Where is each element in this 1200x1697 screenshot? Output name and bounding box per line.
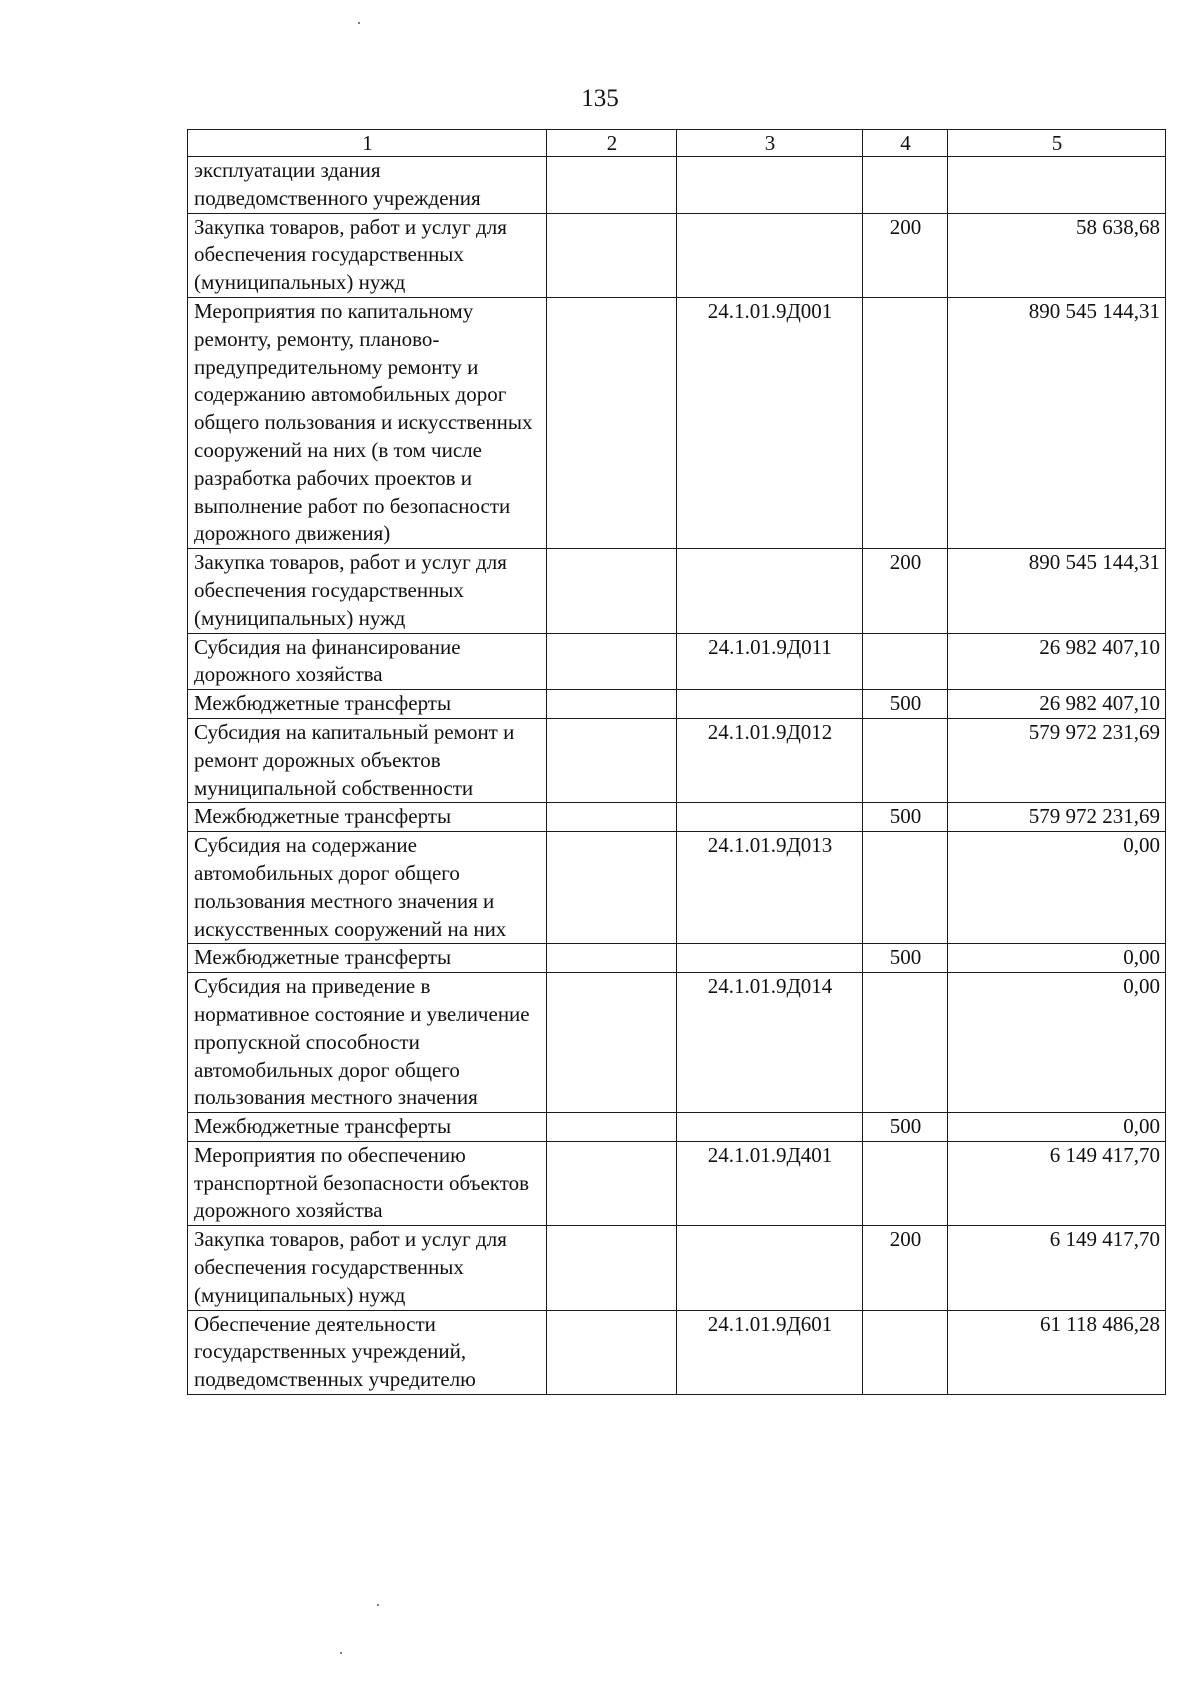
amount-cell: 26 982 407,10 xyxy=(948,633,1166,690)
column-2-cell xyxy=(547,944,677,973)
expense-type-cell: 500 xyxy=(863,1113,948,1142)
program-code-cell xyxy=(677,803,863,832)
table-row xyxy=(188,803,1166,832)
table-header-row xyxy=(188,130,1166,157)
table-row xyxy=(188,157,1166,214)
scan-speck xyxy=(358,22,360,24)
table-row xyxy=(188,973,1166,1113)
column-2-cell xyxy=(547,973,677,1113)
header-col-3: 3 xyxy=(677,130,863,157)
program-code-cell: 24.1.01.9Д011 xyxy=(677,633,863,690)
item-name-cell: Субсидия на приведение в нормативное состояние и увеличение пропускной способности автомобильных дорог общего пользования местного значения xyxy=(188,973,547,1113)
table-row xyxy=(188,1226,1166,1310)
program-code-cell xyxy=(677,549,863,633)
column-2-cell xyxy=(547,157,677,214)
table-body xyxy=(188,130,1166,1395)
column-2-cell xyxy=(547,803,677,832)
item-name-cell: Закупка товаров, работ и услуг для обеспечения государственных (муниципальных) нужд xyxy=(188,549,547,633)
expense-type-cell xyxy=(863,297,948,548)
table-row xyxy=(188,213,1166,297)
item-name-cell: Межбюджетные трансферты xyxy=(188,803,547,832)
header-col-1: 1 xyxy=(188,130,547,157)
column-2-cell xyxy=(547,633,677,690)
column-2-cell xyxy=(547,549,677,633)
expense-type-cell: 200 xyxy=(863,213,948,297)
amount-cell: 61 118 486,28 xyxy=(948,1310,1166,1394)
table-row xyxy=(188,297,1166,548)
program-code-cell: 24.1.01.9Д601 xyxy=(677,1310,863,1394)
amount-cell: 0,00 xyxy=(948,832,1166,944)
table-row xyxy=(188,1113,1166,1142)
program-code-cell xyxy=(677,213,863,297)
item-name-cell: Межбюджетные трансферты xyxy=(188,1113,547,1142)
item-name-cell: Межбюджетные трансферты xyxy=(188,690,547,719)
program-code-cell: 24.1.01.9Д013 xyxy=(677,832,863,944)
page-number: 135 xyxy=(581,85,619,112)
column-2-cell xyxy=(547,1141,677,1225)
table-row xyxy=(188,690,1166,719)
table-row xyxy=(188,718,1166,802)
amount-cell: 579 972 231,69 xyxy=(948,803,1166,832)
program-code-cell xyxy=(677,1226,863,1310)
program-code-cell: 24.1.01.9Д001 xyxy=(677,297,863,548)
item-name-cell: Межбюджетные трансферты xyxy=(188,944,547,973)
amount-cell: 0,00 xyxy=(948,944,1166,973)
program-code-cell xyxy=(677,1113,863,1142)
expense-type-cell: 500 xyxy=(863,803,948,832)
column-2-cell xyxy=(547,213,677,297)
column-2-cell xyxy=(547,297,677,548)
column-2-cell xyxy=(547,1310,677,1394)
amount-cell: 58 638,68 xyxy=(948,213,1166,297)
item-name-cell: Субсидия на финансирование дорожного хозяйства xyxy=(188,633,547,690)
amount-cell: 579 972 231,69 xyxy=(948,718,1166,802)
program-code-cell xyxy=(677,690,863,719)
table-row xyxy=(188,633,1166,690)
program-code-cell: 24.1.01.9Д401 xyxy=(677,1141,863,1225)
column-2-cell xyxy=(547,832,677,944)
expense-type-cell xyxy=(863,973,948,1113)
header-col-5: 5 xyxy=(948,130,1166,157)
expense-type-cell xyxy=(863,1141,948,1225)
expense-type-cell: 200 xyxy=(863,549,948,633)
scan-speck xyxy=(377,1604,379,1606)
table-row xyxy=(188,549,1166,633)
column-2-cell xyxy=(547,1226,677,1310)
program-code-cell: 24.1.01.9Д012 xyxy=(677,718,863,802)
item-name-cell: Обеспечение деятельности государственных учреждений, подведомственных учредителю xyxy=(188,1310,547,1394)
program-code-cell xyxy=(677,944,863,973)
program-code-cell: 24.1.01.9Д014 xyxy=(677,973,863,1113)
amount-cell: 0,00 xyxy=(948,1113,1166,1142)
expense-type-cell: 200 xyxy=(863,1226,948,1310)
item-name-cell: Мероприятия по обеспечению транспортной безопасности объектов дорожного хозяйства xyxy=(188,1141,547,1225)
table-row xyxy=(188,832,1166,944)
expense-type-cell: 500 xyxy=(863,944,948,973)
item-name-cell: Закупка товаров, работ и услуг для обеспечения государственных (муниципальных) нужд xyxy=(188,213,547,297)
header-col-2: 2 xyxy=(547,130,677,157)
program-code-cell xyxy=(677,157,863,214)
amount-cell: 6 149 417,70 xyxy=(948,1226,1166,1310)
column-2-cell xyxy=(547,718,677,802)
item-name-cell: Закупка товаров, работ и услуг для обеспечения государственных (муниципальных) нужд xyxy=(188,1226,547,1310)
expense-type-cell xyxy=(863,1310,948,1394)
item-name-cell: Мероприятия по капитальному ремонту, ремонту, планово-предупредительному ремонту и содержанию автомобильных дорог общего пользования и искусственных сооружений на них (в том числе разработка рабочих проектов и выполнение работ по безопасности дорожного движения) xyxy=(188,297,547,548)
amount-cell: 26 982 407,10 xyxy=(948,690,1166,719)
amount-cell: 0,00 xyxy=(948,973,1166,1113)
expense-type-cell xyxy=(863,718,948,802)
scan-speck xyxy=(340,1652,342,1654)
expense-type-cell xyxy=(863,633,948,690)
item-name-cell: эксплуатации здания подведомственного учреждения xyxy=(188,157,547,214)
table-row xyxy=(188,1310,1166,1394)
amount-cell xyxy=(948,157,1166,214)
table-row xyxy=(188,1141,1166,1225)
amount-cell: 6 149 417,70 xyxy=(948,1141,1166,1225)
expense-type-cell: 500 xyxy=(863,690,948,719)
table-row xyxy=(188,944,1166,973)
amount-cell: 890 545 144,31 xyxy=(948,549,1166,633)
budget-table xyxy=(187,129,1166,1395)
expense-type-cell xyxy=(863,157,948,214)
item-name-cell: Субсидия на капитальный ремонт и ремонт дорожных объектов муниципальной собственности xyxy=(188,718,547,802)
expense-type-cell xyxy=(863,832,948,944)
column-2-cell xyxy=(547,1113,677,1142)
header-col-4: 4 xyxy=(863,130,948,157)
column-2-cell xyxy=(547,690,677,719)
item-name-cell: Субсидия на содержание автомобильных дорог общего пользования местного значения и искусственных сооружений на них xyxy=(188,832,547,944)
amount-cell: 890 545 144,31 xyxy=(948,297,1166,548)
